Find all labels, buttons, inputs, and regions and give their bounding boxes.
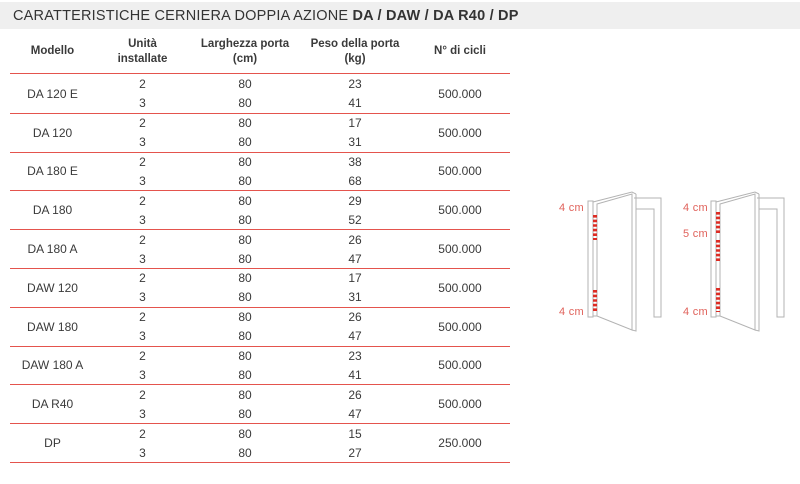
value-cell: 80	[238, 116, 252, 131]
value-cell: 2	[139, 193, 146, 208]
table-header	[10, 30, 510, 74]
door-leaf	[720, 194, 755, 330]
value-cell: 2	[139, 232, 146, 247]
model-cell: DAW 180 A	[21, 358, 84, 373]
table-row-group	[10, 385, 510, 424]
column-header-cicli: N° di cicli	[434, 45, 486, 58]
value-cell: 38	[348, 155, 362, 170]
model-cell: DA R40	[31, 397, 74, 412]
value-cell: 3	[139, 135, 146, 150]
model-cell: DA 180 E	[27, 164, 78, 179]
model-cell: DAW 180	[27, 319, 78, 334]
table-row-group	[10, 191, 510, 230]
table-row-group	[10, 347, 510, 386]
value-cell: 17	[348, 271, 362, 286]
model-cell: DA 120	[32, 125, 73, 140]
value-cell: 80	[238, 77, 252, 92]
value-cell: 17	[348, 116, 362, 131]
hinge-distance-label: 5 cm	[682, 228, 708, 240]
value-cell: 80	[238, 406, 252, 421]
value-cell: 80	[238, 329, 252, 344]
model-cell: DA 180	[32, 203, 73, 218]
value-cell: 47	[348, 251, 362, 266]
value-cell: 29	[348, 193, 362, 208]
value-cell: 2	[139, 387, 146, 402]
cycles-cell: 500.000	[438, 203, 482, 218]
value-cell: 47	[348, 329, 362, 344]
table-row-group	[10, 75, 510, 114]
value-cell: 2	[139, 426, 146, 441]
value-cell: 3	[139, 445, 146, 460]
model-cell: DP	[44, 436, 61, 451]
value-cell: 80	[238, 290, 252, 305]
value-cell: 47	[348, 406, 362, 421]
value-cell: 23	[348, 77, 362, 92]
door-leaf	[597, 194, 632, 330]
value-cell: 3	[139, 96, 146, 111]
value-cell: 2	[139, 116, 146, 131]
value-cell: 80	[238, 155, 252, 170]
value-cell: 41	[348, 96, 362, 111]
hinge-distance-label: 4 cm	[558, 306, 584, 318]
table-row-group	[10, 153, 510, 192]
value-cell: 80	[238, 271, 252, 286]
cycles-cell: 500.000	[438, 358, 482, 373]
value-cell: 3	[139, 290, 146, 305]
value-cell: 2	[139, 77, 146, 92]
value-cell: 27	[348, 445, 362, 460]
value-cell: 68	[348, 173, 362, 188]
cycles-cell: 500.000	[438, 125, 482, 140]
cycles-cell: 500.000	[438, 280, 482, 295]
cycles-cell: 500.000	[438, 86, 482, 101]
cycles-cell: 500.000	[438, 242, 482, 257]
hinge-distance-label: 4 cm	[682, 306, 708, 318]
value-cell: 80	[238, 96, 252, 111]
value-cell: 2	[139, 349, 146, 364]
value-cell: 80	[238, 232, 252, 247]
page-title: CARATTERISTICHE CERNIERA DOPPIA AZIONE DA / DAW / DA R40 / DP	[13, 7, 519, 24]
cycles-cell: 500.000	[438, 319, 482, 334]
table-row-group	[10, 269, 510, 308]
table-row-group	[10, 424, 510, 463]
door-frame-left-jamb	[588, 201, 593, 317]
page-title-models: DA / DAW / DA R40 / DP	[352, 7, 519, 24]
cycles-cell: 500.000	[438, 397, 482, 412]
value-cell: 3	[139, 251, 146, 266]
table-body	[10, 75, 510, 463]
value-cell: 2	[139, 310, 146, 325]
value-cell: 3	[139, 173, 146, 188]
value-cell: 3	[139, 367, 146, 382]
column-header-unita-installate: Unità installate	[117, 37, 168, 65]
hinge-distance-label: 4 cm	[682, 202, 708, 214]
value-cell: 26	[348, 387, 362, 402]
column-header-larghezza-porta: Larghezza porta (cm)	[200, 37, 290, 65]
value-cell: 80	[238, 426, 252, 441]
value-cell: 3	[139, 329, 146, 344]
cycles-cell: 500.000	[438, 164, 482, 179]
door-frame-right	[634, 198, 661, 317]
title-bar	[0, 2, 800, 29]
hinge-distance-label: 4 cm	[558, 202, 584, 214]
value-cell: 31	[348, 135, 362, 150]
value-cell: 80	[238, 349, 252, 364]
value-cell: 2	[139, 155, 146, 170]
value-cell: 80	[238, 445, 252, 460]
value-cell: 3	[139, 406, 146, 421]
model-cell: DA 180 A	[27, 242, 78, 257]
table-row-group	[10, 308, 510, 347]
value-cell: 52	[348, 212, 362, 227]
value-cell: 80	[238, 135, 252, 150]
value-cell: 80	[238, 173, 252, 188]
value-cell: 41	[348, 367, 362, 382]
cycles-cell: 250.000	[438, 436, 482, 451]
table-row-group	[10, 114, 510, 153]
value-cell: 80	[238, 310, 252, 325]
value-cell: 3	[139, 212, 146, 227]
value-cell: 26	[348, 310, 362, 325]
value-cell: 2	[139, 271, 146, 286]
value-cell: 80	[238, 387, 252, 402]
value-cell: 80	[238, 251, 252, 266]
value-cell: 80	[238, 212, 252, 227]
column-header-peso-porta: Peso della porta (kg)	[310, 37, 400, 65]
value-cell: 26	[348, 232, 362, 247]
value-cell: 31	[348, 290, 362, 305]
value-cell: 80	[238, 367, 252, 382]
model-cell: DA 120 E	[27, 86, 78, 101]
column-header-modello: Modello	[30, 45, 75, 58]
door-frame-right	[757, 198, 784, 317]
value-cell: 23	[348, 349, 362, 364]
value-cell: 80	[238, 193, 252, 208]
table-row-group	[10, 230, 510, 269]
door-frame-left-jamb	[711, 201, 716, 317]
value-cell: 15	[348, 426, 362, 441]
model-cell: DAW 120	[27, 280, 78, 295]
